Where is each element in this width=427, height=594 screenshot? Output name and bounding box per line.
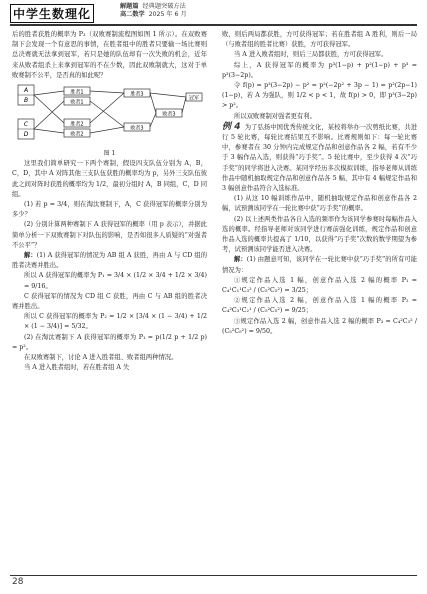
node-a: A [23,87,29,95]
example-label: 例 4 [222,121,241,132]
bracket-diagram [16,83,204,145]
page-number: 28 [12,577,24,587]
formula: 所以 A 获得冠军的概率为 P₁ = 3/4 × (1/2 × 3/4 + 1/2 × 3/4) = 9/16。 [24,272,207,290]
paragraph: 在双败赛制下，讨论 A 进入胜者组、败者组两种情况。 [24,354,178,362]
formula: 所以 C 获得冠军的概率为 P₂ = 1/2 × [3/4 × (1 − 3/4) + 1/2 × (1 − 3/4)] = 5/32。 [24,313,207,331]
node-b: B [23,97,29,105]
node-loser3: 败者3 [130,125,144,132]
question-1: (1) 从这 10 幅训练作品中，随机抽取规定作品和创意作品各 2 幅，试预测该同学在一轮比赛中获“巧手奖”的概率。 [222,195,417,213]
paragraph: 所以双败赛制对强者更有利。 [234,112,316,120]
paragraph: 当 A 进入败者组时，则后三局都获胜，方可获得冠军。 [234,51,388,59]
case-3: ③规定作品入选 2 幅，创意作品入选 2 幅的概率 P₃ = C₄²C₃² / (C₅²C₅²) = 9/50。 [222,317,417,335]
figure-caption: 图 1 [103,150,116,158]
solution-label: 解： [24,252,37,260]
question-1: (1) 若 p = 3/4，则在淘汰赛制下，A，C 获得冠军的概率分别为多少？ [12,201,207,219]
header-rule [10,24,417,26]
node-winner2: 胜者2 [70,121,84,128]
page-header [0,0,427,26]
node-loser3-final: 败者3 [162,111,176,118]
solution-text: (1) 由题意可知，该同学在一轮比赛中获“巧手奖”的所有可能情况为： [222,256,417,274]
paragraph: 败，则后两局都获胜，方可获得冠军；若在胜者组 A 胜利，则后一局（与败者组的胜者比赛）获胜，方可获得冠军。 [222,31,417,49]
node-champion: 冠军 [188,95,200,102]
node-c: C [23,121,29,129]
paragraph: 当 A 进入胜者组时，若在胜者组 A 失 [24,364,130,372]
solution-text: (1) A 获得冠军的情况为 AB 组 A 获胜，再由 A 与 CD 组的胜者决赛并胜出。 [12,252,207,270]
paragraph: (2) 在淘汰赛制下 A 获得冠军的概率为 P₁ = p(1/2 p + 1/2 p) = p²。 [12,333,207,351]
right-column [222,30,417,337]
header-meta: 解题篇 经典题突破方法 高二数学 2025 年 6 月 [120,3,187,18]
case-1: ①规定作品入选 1 幅，创意作品入选 2 幅的概率 P₁ = C₄¹C₁¹C₃² / (C₅²C₅²) = 3/25； [222,276,417,295]
paragraph: 这里我们简单研究一下两个赛制，假设四支队伍分别为 A，B，C，D，其中 A 对阵其他三支队伍获胜的概率均为 p，另外三支队伍彼此之间对阵时获胜的概率均为 1/2，最初分组时 A，B 同组，C，D 同组。 [12,160,207,198]
paragraph: 后的胜者获胜的概率为 P₃（双败赛制流程图如图 1 所示）。在双败赛制下会发现一个有意思的事情，在胜者组中的胜者只要输一场比赛则总决赛就无法拿到冠军，若只是她的队伍却有一次失败的机会，近年来从败者组杀上来拿到冠军的不在少数，因此双败制就大，这对于单败赛制不公平，是否真的如此呢？ [12,31,207,79]
footer-rule [10,575,417,576]
node-loser1: 败者1 [70,99,84,106]
paragraph: C 获得冠军的情况为 CD 组 C 获胜，再由 C 与 AB 组的胜者决赛并胜出。 [12,292,207,311]
node-winner1: 胜者1 [70,89,84,96]
case-2: ②规定作品入选 2 幅，创意作品入选 1 幅的概率 P₂ = C₄²C₃¹C₂¹ / (C₅²C₅²) = 9/25； [222,297,417,315]
node-loser2: 败者2 [70,131,84,138]
paragraph: 令 f(p) = p³(3−2p) − p² = p²(−2p² + 3p − 1) = p²(2p−1)(1−p)，若 A 为强队，则 1/2 < p < 1，故 f(p) > 0，即 p³(3−2p) > p²。 [222,82,417,110]
solution-label: 解： [234,256,247,264]
journal-brand: 中学生数理化 [10,4,94,23]
node-winner3: 胜者3 [130,91,144,98]
question-2: (2) 以上述两类作品各自入选的频率作为该同学参赛时每幅作品入选的概率。经指导老师对该同学进行赛前强化训练，规定作品和创意作品入选的概率共提高了 1/10，以获得“巧手奖”次数的数学期望为参考，试预测该同学能否进入决赛。 [222,215,417,254]
example-text: 为了弘扬中国优秀传统文化，某校将举办一次剪纸比赛，共进行 5 轮比赛，每轮比赛结果互不影响。比赛规则如下：每一轮比赛中，参赛者在 30 分钟内完成规定作品和创意作品各 2 幅，若有不少于 3 幅作品入选，则获得“巧手奖”。5 轮比赛中，至少获得 4 次“巧手奖”的同学将进入决赛。某同学经历多次模拟训练，指导老师从训练作品中随机抽取规定作品和创意作品各 5 幅，其中有 4 幅规定作品和 3 幅创意作品符合入选标准。 [222,123,418,193]
question-2: (2) 分别计算两种赛制下 A 获得冠军的概率（用 p 表示），并据此简单分析一下双败赛制下对队伍的影响，是否如很多人质疑的“对强者不公平”？ [12,221,207,249]
bracket-figure [12,83,207,147]
paragraph: 综上，A 获得冠军的概率为 p³(1−p) + p²(1−p) + p³ = p³(3−2p)。 [222,61,417,79]
node-d: D [23,131,29,139]
left-column [12,30,207,373]
